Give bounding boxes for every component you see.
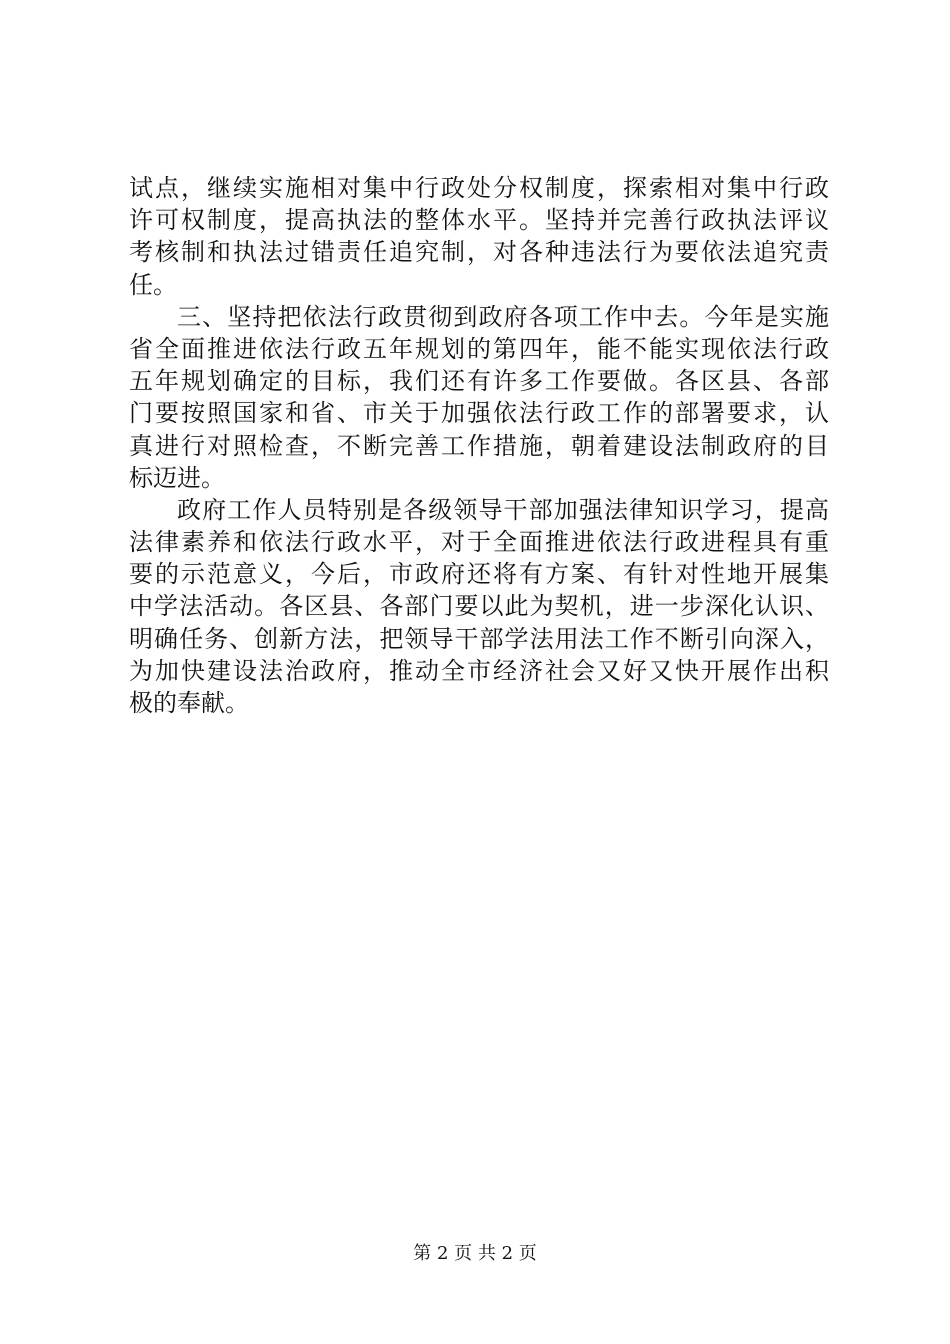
paragraph-3-line-1: 政府工作人员特别是各级领导干部加强法律知识学习，提高: [177, 495, 829, 524]
paragraph-3-line-3: 要的示范意义，今后，市政府还将有方案、有针对性地开展集: [129, 560, 829, 589]
paragraph-1-line-2: 许可权制度，提高执法的整体水平。坚持并完善行政执法评议: [129, 206, 829, 235]
paragraph-3-line-5: 明确任务、创新方法，把领导干部学法用法工作不断引向深入，: [129, 624, 829, 653]
paragraph-1-line-3: 考核制和执法过错责任追究制，对各种违法行为要依法追究责: [129, 238, 829, 267]
paragraph-2-line-6: 标迈进。: [129, 463, 225, 492]
paragraph-3-line-2: 法律素养和依法行政水平，对于全面推进依法行政进程具有重: [129, 528, 829, 557]
paragraph-2-line-1: 三、坚持把依法行政贯彻到政府各项工作中去。今年是实施: [177, 302, 829, 331]
paragraph-2-line-5: 真进行对照检查，不断完善工作措施，朝着建设法制政府的目: [129, 431, 829, 460]
paragraph-1-line-4: 任。: [129, 270, 177, 299]
paragraph-3-line-6: 为加快建设法治政府，推动全市经济社会又好又快开展作出积: [129, 656, 829, 685]
paragraph-2-line-4: 门要按照国家和省、市关于加强依法行政工作的部署要求，认: [129, 399, 829, 428]
page-number-label: 第 2 页 共 2 页: [413, 1243, 537, 1264]
paragraph-2-line-2: 省全面推进依法行政五年规划的第四年，能不能实现依法行政: [129, 334, 829, 363]
paragraph-3-line-4: 中学法活动。各区县、各部门要以此为契机，进一步深化认识、: [129, 592, 829, 621]
paragraph-2-line-3: 五年规划确定的目标，我们还有许多工作要做。各区县、各部: [129, 367, 829, 396]
paragraph-3-line-7: 极的奉献。: [129, 689, 249, 717]
paragraph-1-line-1: 试点，继续实施相对集中行政处分权制度，探索相对集中行政: [129, 174, 829, 202]
page-footer: [0, 1242, 950, 1266]
document-body: [129, 172, 829, 719]
